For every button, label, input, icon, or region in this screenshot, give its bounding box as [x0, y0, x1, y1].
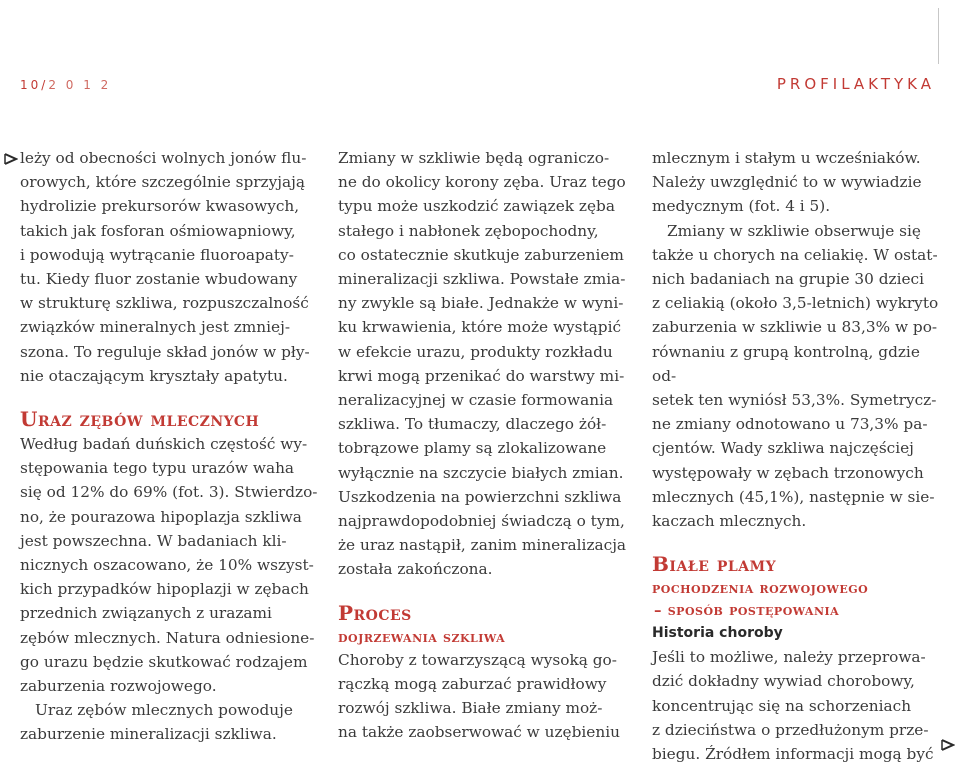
section-heading: Uraz zębów mlecznych	[20, 407, 260, 432]
issue-year: 2 0 1 2	[48, 78, 112, 92]
text-line: Jeśli to możliwe, należy przeprowa-	[652, 648, 926, 667]
text-line: orowych, które szczególnie sprzyjają	[20, 173, 305, 192]
text-line: Uraz zębów mlecznych powoduje	[35, 701, 293, 720]
column-2	[338, 146, 638, 744]
text-line: Według badań duńskich częstość wy-	[20, 435, 308, 454]
section-heading: Proces	[338, 600, 412, 625]
text-line: cjentów. Wady szkliwa najczęściej	[652, 439, 914, 458]
text-line: takich jak fosforan ośmiowapniowy,	[20, 221, 296, 240]
text-line: najprawdopodobniej świadczą o tym,	[338, 512, 625, 531]
text-line: Zmiany w szkliwie będą ograniczo-	[338, 149, 610, 167]
text-line: równaniu z grupą kontrolną, gdzie od-	[652, 342, 920, 385]
text-line: szona. To reguluje skład jonów w pły-	[20, 342, 310, 361]
text-line: ny zwykle są białe. Jednakże w wyni-	[338, 294, 624, 313]
text-line: z dzieciństwa o przedłużonym prze-	[652, 720, 929, 739]
text-line: występowały w zębach trzonowych	[652, 463, 924, 482]
col1-body	[20, 432, 320, 747]
text-line: mlecznym i stałym u wcześniaków.	[652, 149, 921, 167]
col2-intro	[338, 146, 638, 582]
text-line: tu. Kiedy fluor zostanie wbudowany	[20, 270, 298, 289]
text-line: typu może uszkodzić zawiązek zęba	[338, 197, 615, 216]
text-line: zaburzenia rozwojowego.	[20, 677, 217, 696]
col1-intro	[20, 146, 320, 388]
text-line: wyłącznie na szczycie białych zmian.	[338, 463, 624, 482]
text-line: mineralizacji szkliwa. Powstałe zmia-	[338, 270, 626, 289]
text-line: na także zaobserwować w uzębieniu	[338, 723, 620, 742]
section-subheading: pochodzenia rozwojowego	[652, 579, 869, 598]
col3-intro	[652, 146, 946, 533]
continuation-arrow-icon	[941, 739, 955, 751]
text-line: biegu. Źródłem informacji mogą być	[652, 745, 934, 764]
text-line: Należy uwzględnić to w wywiadzie	[652, 173, 922, 192]
text-line: w strukturę szkliwa, rozpuszczalność	[20, 294, 309, 313]
text-line: z celiakią (około 3,5-letnich) wykryto	[652, 294, 939, 313]
text-line: nich badaniach na grupie 30 dzieci	[652, 270, 924, 289]
text-line: neralizacyjnej w czasie formowania	[338, 391, 614, 410]
section-title: PROFILAKTYKA	[776, 75, 935, 93]
header-divider	[938, 8, 939, 64]
text-line: ne zmiany odnotowano u 73,3% pa-	[652, 415, 928, 434]
text-line: rozwój szkliwa. Białe zmiany moż-	[338, 699, 603, 718]
column-1	[20, 146, 320, 747]
text-line: nie otaczającym kryształy apatytu.	[20, 366, 288, 385]
text-line: została zakończona.	[338, 560, 493, 579]
text-line: w efekcie urazu, produkty rozkładu	[338, 342, 613, 361]
text-line: jest powszechna. W badaniach kli-	[20, 531, 287, 550]
text-line: stępowania tego typu urazów waha	[20, 459, 295, 478]
issue-slash: /	[41, 78, 49, 92]
text-line: szkliwa. To tłumaczy, dlaczego żół-	[338, 415, 607, 434]
text-line: i powodują wytrącanie fluoroapaty-	[20, 245, 294, 264]
text-line: dzić dokładny wywiad chorobowy,	[652, 672, 915, 691]
text-line: Uszkodzenia na powierzchni szkliwa	[338, 487, 622, 506]
issue-number	[20, 78, 111, 92]
text-line: setek ten wyniósł 53,3%. Symetrycz-	[652, 391, 937, 410]
text-line: że uraz nastąpił, zanim mineralizacja	[338, 536, 627, 555]
text-line: ku krwawienia, które może wystąpić	[338, 318, 622, 337]
text-line: co ostatecznie skutkuje zaburzeniem	[338, 245, 624, 264]
text-line: się od 12% do 69% (fot. 3). Stwierdzo-	[20, 483, 318, 502]
col2-body	[338, 648, 638, 745]
text-line: związków mineralnych jest zmniej-	[20, 318, 290, 337]
text-line: przednich związanych z urazami	[20, 604, 272, 623]
text-line: ne do okolicy korony zęba. Uraz tego	[338, 173, 626, 192]
text-line: zaburzenie mineralizacji szkliwa.	[20, 725, 277, 744]
subsection-title: Historia choroby	[652, 625, 783, 642]
section-heading: Białe plamy	[652, 552, 777, 577]
col3-body	[652, 645, 946, 766]
text-line: Zmiany w szkliwie obserwuje się	[667, 221, 921, 240]
text-line: medycznym (fot. 4 i 5).	[652, 197, 831, 216]
text-line: mlecznych (45,1%), następnie w sie-	[652, 487, 935, 506]
text-line: leży od obecności wolnych jonów flu-	[20, 149, 307, 167]
section-subheading: dojrzewania szkliwa	[338, 627, 506, 646]
text-line: zębów mlecznych. Natura odniesione-	[20, 628, 315, 647]
text-line: koncentrując się na schorzeniach	[652, 696, 912, 715]
text-line: stałego i nabłonek zębopochodny,	[338, 221, 599, 240]
text-line: hydrolizie prekursorów kwasowych,	[20, 197, 300, 216]
text-line: krwi mogą przenikać do warstwy mi-	[338, 366, 625, 385]
section-subheading: – sposób postępowania	[654, 601, 840, 620]
text-line: rączką mogą zaburzać prawidłowy	[338, 674, 607, 693]
text-line: zaburzenia w szkliwie u 83,3% w po-	[652, 318, 938, 337]
text-line: kich przypadków hipoplazji w zębach	[20, 580, 309, 599]
text-line: nicznych oszacowano, że 10% wszyst-	[20, 556, 314, 575]
text-line: tobrązowe plamy są zlokalizowane	[338, 439, 607, 458]
issue-month: 10	[20, 78, 42, 92]
text-line: go urazu będzie skutkować rodzajem	[20, 652, 308, 671]
text-line: także u chorych na celiakię. W ostat-	[652, 245, 938, 264]
text-line: Choroby z towarzyszącą wysoką go-	[338, 650, 617, 669]
text-line: kaczach mlecznych.	[652, 512, 807, 531]
text-line: no, że pourazowa hipoplazja szkliwa	[20, 507, 302, 526]
column-3	[652, 146, 946, 766]
